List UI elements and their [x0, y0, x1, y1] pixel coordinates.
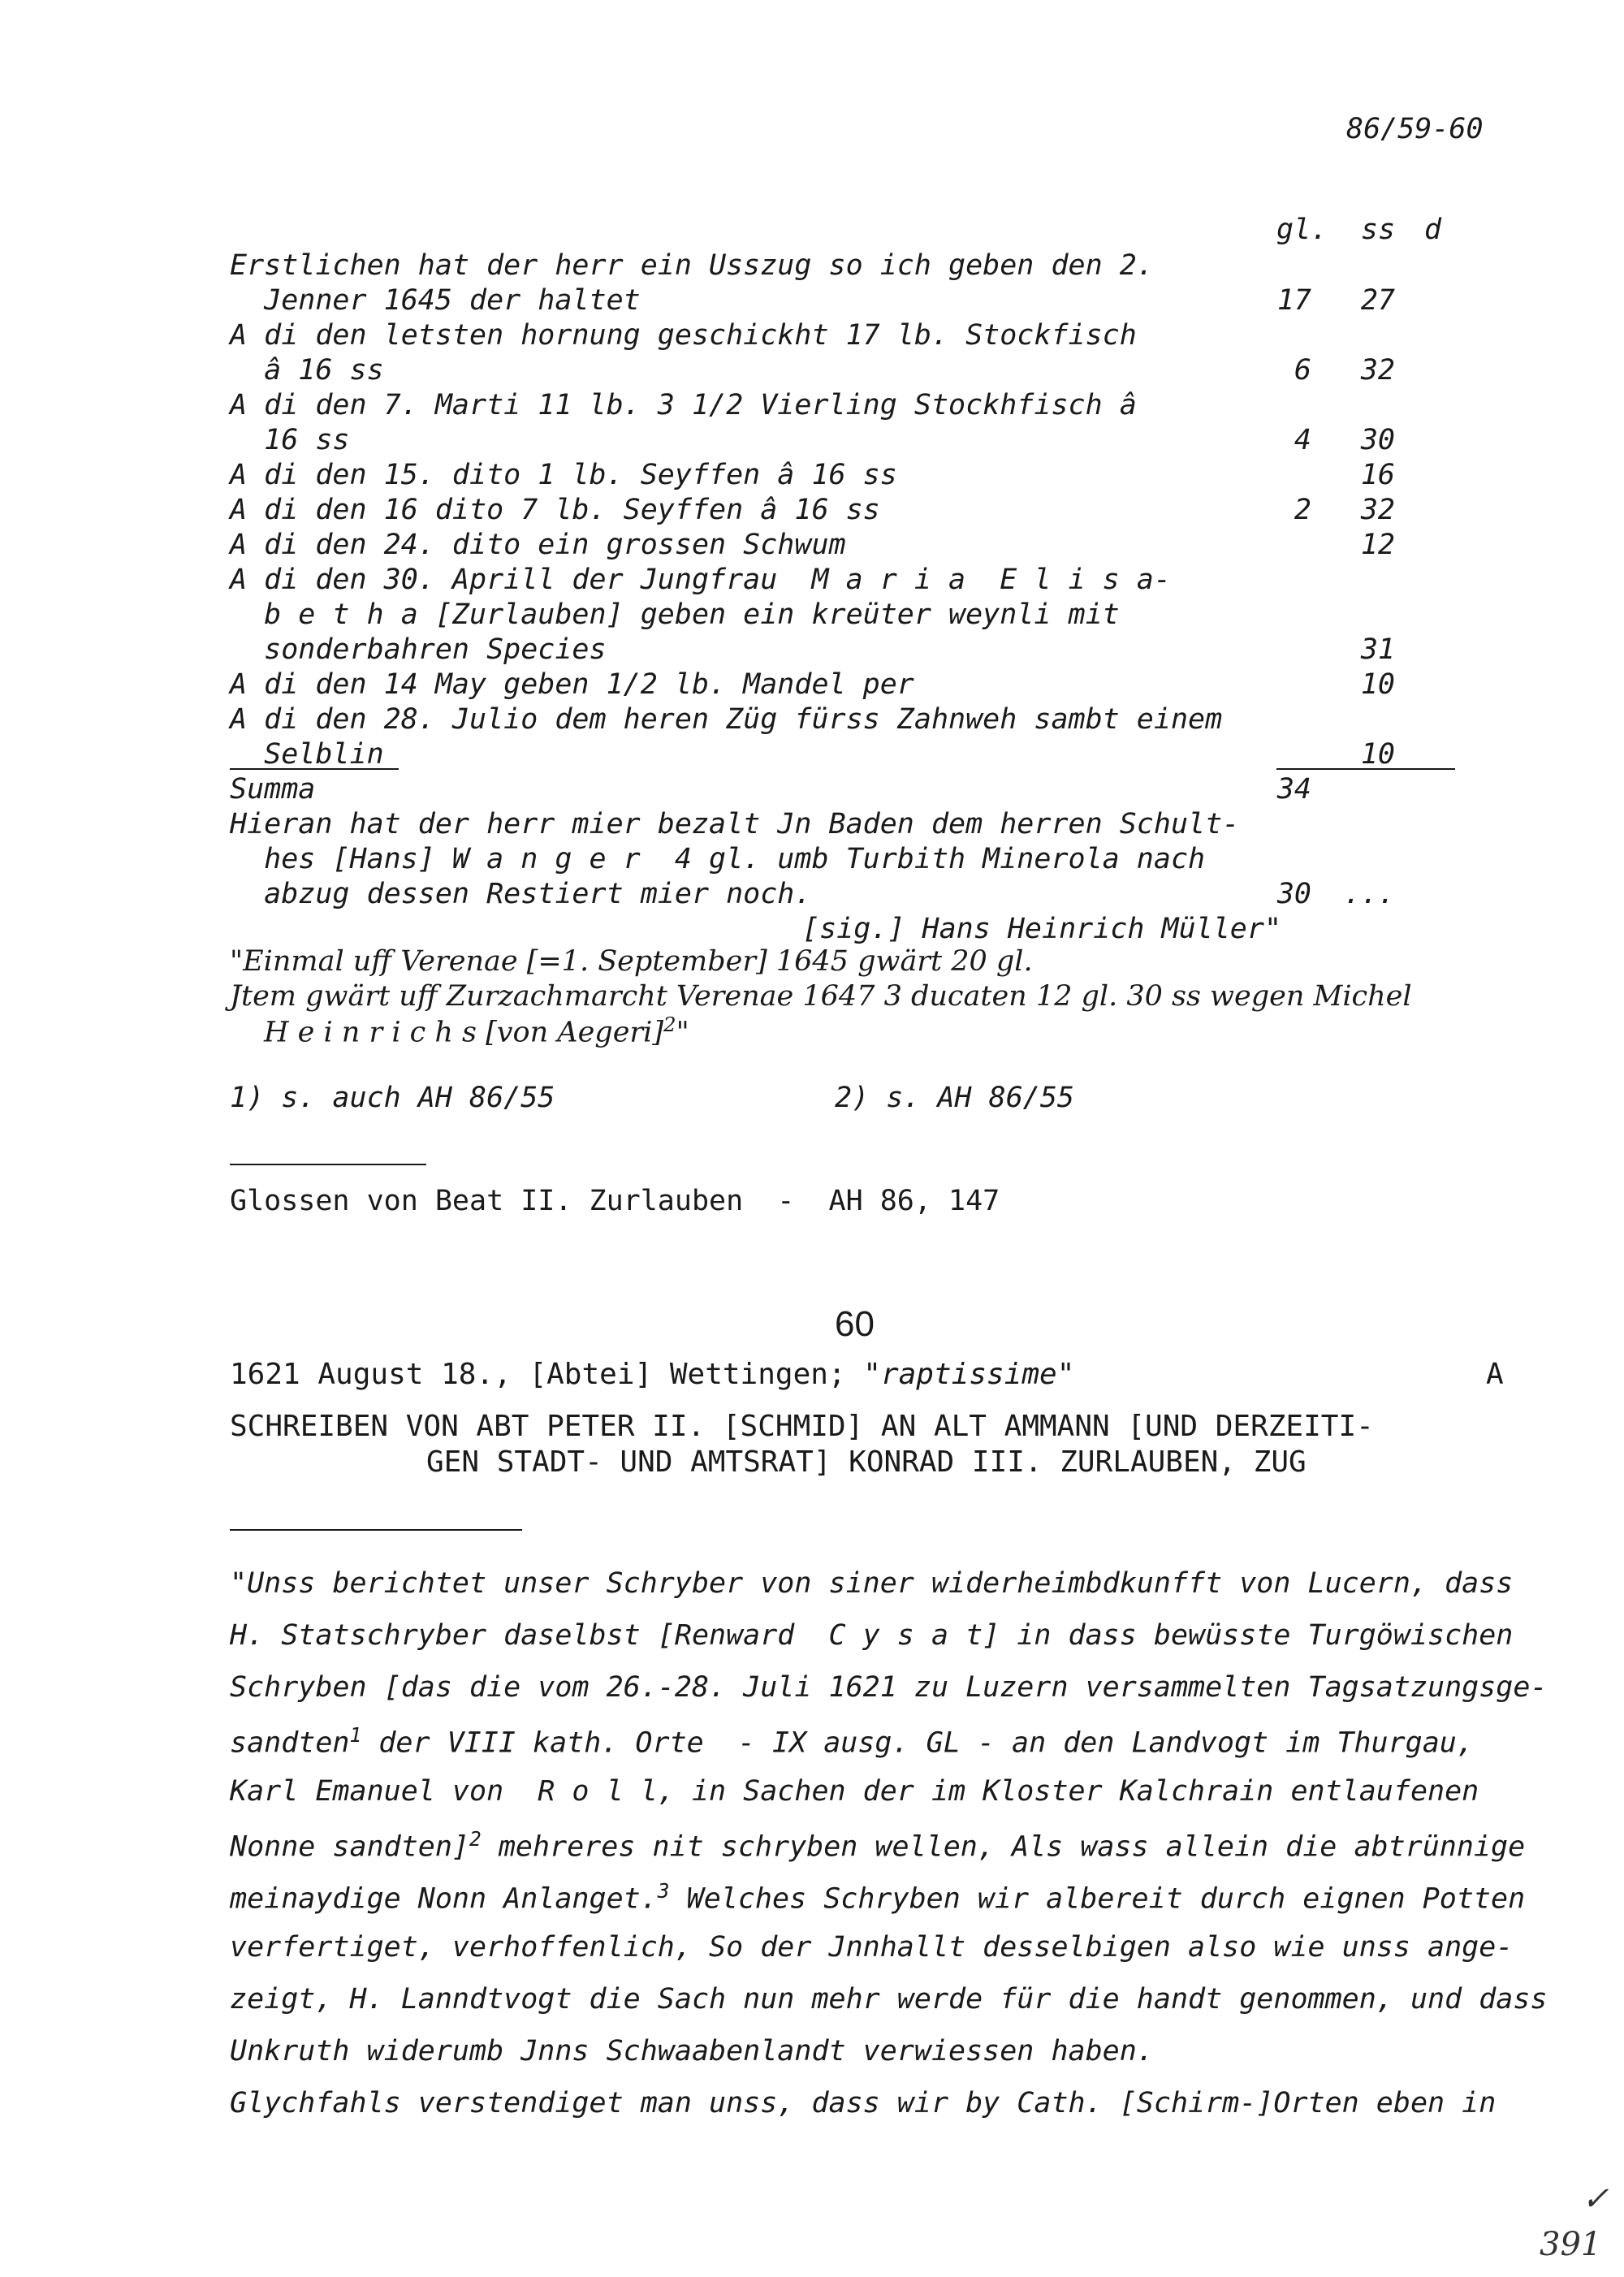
gloss-line: Jtem gwärt uff Zurzachmarcht Verenae 1647 3 ducaten 12 gl. 30 ss wegen Michel [230, 980, 1412, 1013]
account-row-line: A di den 30. Aprill der Jungfrau M a r i a E l i s a- [230, 564, 1171, 596]
account-row-line: A di den 16 dito 7 lb. Seyffen â 16 ss [230, 494, 880, 526]
separator-rule [230, 1164, 426, 1165]
account-row-line: Selblin [230, 738, 384, 771]
payment-line: hes [Hans] W a n g e r 4 gl. umb Turbith Minerola nach [230, 843, 1206, 875]
payment-line: Hieran hat der herr mier bezalt Jn Baden dem herren Schult- [230, 808, 1240, 840]
amount-ss: 30 [1360, 424, 1395, 456]
column-header-d: d [1424, 214, 1442, 246]
body-line: verfertiget, verhoffenlich, So der Jnnhallt desselbigen also wie unss ange- [230, 1931, 1514, 1964]
account-row-line: â 16 ss [230, 354, 384, 387]
account-row-line: A di den 7. Marti 11 lb. 3 1/2 Vierling Stockhfisch â [230, 389, 1137, 421]
document-number: 60 [835, 1304, 875, 1344]
account-row-line: Erstlichen hat der herr ein Usszug so ich geben den 2. [230, 249, 1154, 282]
account-row-line: sonderbahren Species [230, 633, 607, 666]
body-line: "Unss berichtet unser Schryber von siner widerheimbdkunfft von Lucern, dass [230, 1567, 1514, 1600]
body-line: sandten$^1$ der VIII kath. Orte - IX ausg. GL - an den Landvogt im Thurgau, [230, 1723, 1474, 1760]
amount-ss: 16 [1360, 459, 1395, 491]
account-row-line: A di den 14 May geben 1/2 lb. Mandel per [230, 668, 914, 701]
amount-ss: 12 [1360, 529, 1395, 561]
rest-gl: 30 [1276, 878, 1311, 910]
body-line: Nonne sandten]$^2$ mehreres nit schryben wellen, Als wass allein die abtrünnige [230, 1827, 1526, 1864]
footnote: 2) s. AH 86/55 [835, 1082, 1075, 1114]
amount-gl: 4 [1294, 424, 1311, 456]
account-row-line: A di den 15. dito 1 lb. Seyffen â 16 ss [230, 459, 897, 491]
amount-gl: 2 [1294, 494, 1311, 526]
amount-ss: 32 [1360, 354, 1395, 387]
account-row-line: b e t h a [Zurlauben] geben ein kreüter weynli mit [230, 598, 1120, 631]
amount-ss: 10 [1360, 738, 1395, 771]
account-row-line: 16 ss [230, 424, 350, 456]
checkmark-icon: ✓ [1582, 2180, 1609, 2218]
document-title: GEN STADT- UND AMTSRAT] KONRAD III. ZURLAUBEN, ZUG [426, 1445, 1307, 1479]
body-line: Schryben [das die vom 26.-28. Juli 1621 zu Luzern versammelten Tagsatzungsge- [230, 1671, 1548, 1704]
amount-gl: 6 [1294, 354, 1311, 387]
document-type-marker: A [1486, 1358, 1504, 1391]
amount-gl: 17 [1276, 284, 1311, 317]
body-line: Unkruth widerumb Jnns Schwaabenlandt verwiessen haben. [230, 2035, 1154, 2067]
separator-rule [230, 1529, 522, 1531]
payment-line: abzug dessen Restiert mier noch. [230, 878, 812, 910]
body-line: Karl Emanuel von R o l l, in Sachen der im Kloster Kalchrain entlaufenen [230, 1775, 1479, 1808]
sig-line: [sig.] Hans Heinrich Müller" [802, 913, 1282, 945]
column-header-ss: ss [1361, 214, 1396, 246]
archive-stamp: 391 [1540, 2226, 1602, 2263]
gloss-line: H e i n r i c h s [von Aegeri]$^2$" [264, 1013, 689, 1049]
document-date-place: 1621 August 18., [Abtei] Wettingen; "raptissime" [230, 1358, 1075, 1391]
body-line: Glychfahls verstendiget man unss, dass wir by Cath. [Schirm-]Orten eben in [230, 2087, 1497, 2119]
gloss-line: "Einmal uff Verenae [=1. September] 1645 gwärt 20 gl. [230, 945, 1033, 978]
account-row-line: Jenner 1645 der haltet [230, 284, 641, 317]
account-row-line: A di den letsten hornung geschickht 17 lb. Stockfisch [230, 319, 1137, 352]
column-header-gl: gl. [1276, 214, 1328, 246]
footnote: 1) s. auch AH 86/55 [230, 1082, 555, 1114]
summa-label: Summa [230, 773, 316, 806]
body-line: H. Statschryber daselbst [Renward C y s a t] in dass bewüsste Turgöwischen [230, 1619, 1514, 1652]
glossen-reference: Glossen von Beat II. Zurlauben - AH 86, 147 [230, 1185, 1000, 1217]
account-row-line: A di den 28. Julio dem heren Züg fürss Zahnweh sambt einem [230, 703, 1223, 736]
amount-ss: 10 [1360, 668, 1395, 701]
amount-ss: 27 [1360, 284, 1395, 317]
rest-ss: ... [1343, 878, 1395, 910]
summa-gl: 34 [1276, 773, 1311, 806]
sum-rule [1276, 768, 1455, 770]
document-title: SCHREIBEN VON ABT PETER II. [SCHMID] AN ALT AMMANN [UND DERZEITI- [230, 1410, 1374, 1443]
amount-ss: 32 [1360, 494, 1395, 526]
page-signature: 86/59-60 [1346, 113, 1484, 145]
underline-rule [230, 768, 399, 770]
body-line: meinaydige Nonn Anlanget.$^3$ Welches Schryben wir albereit durch eignen Potten [230, 1879, 1526, 1916]
body-line: zeigt, H. Lanndtvogt die Sach nun mehr werde für die handt genommen, und dass [230, 1983, 1548, 2016]
account-row-line: A di den 24. dito ein grossen Schwum [230, 529, 846, 561]
amount-ss: 31 [1360, 633, 1395, 666]
